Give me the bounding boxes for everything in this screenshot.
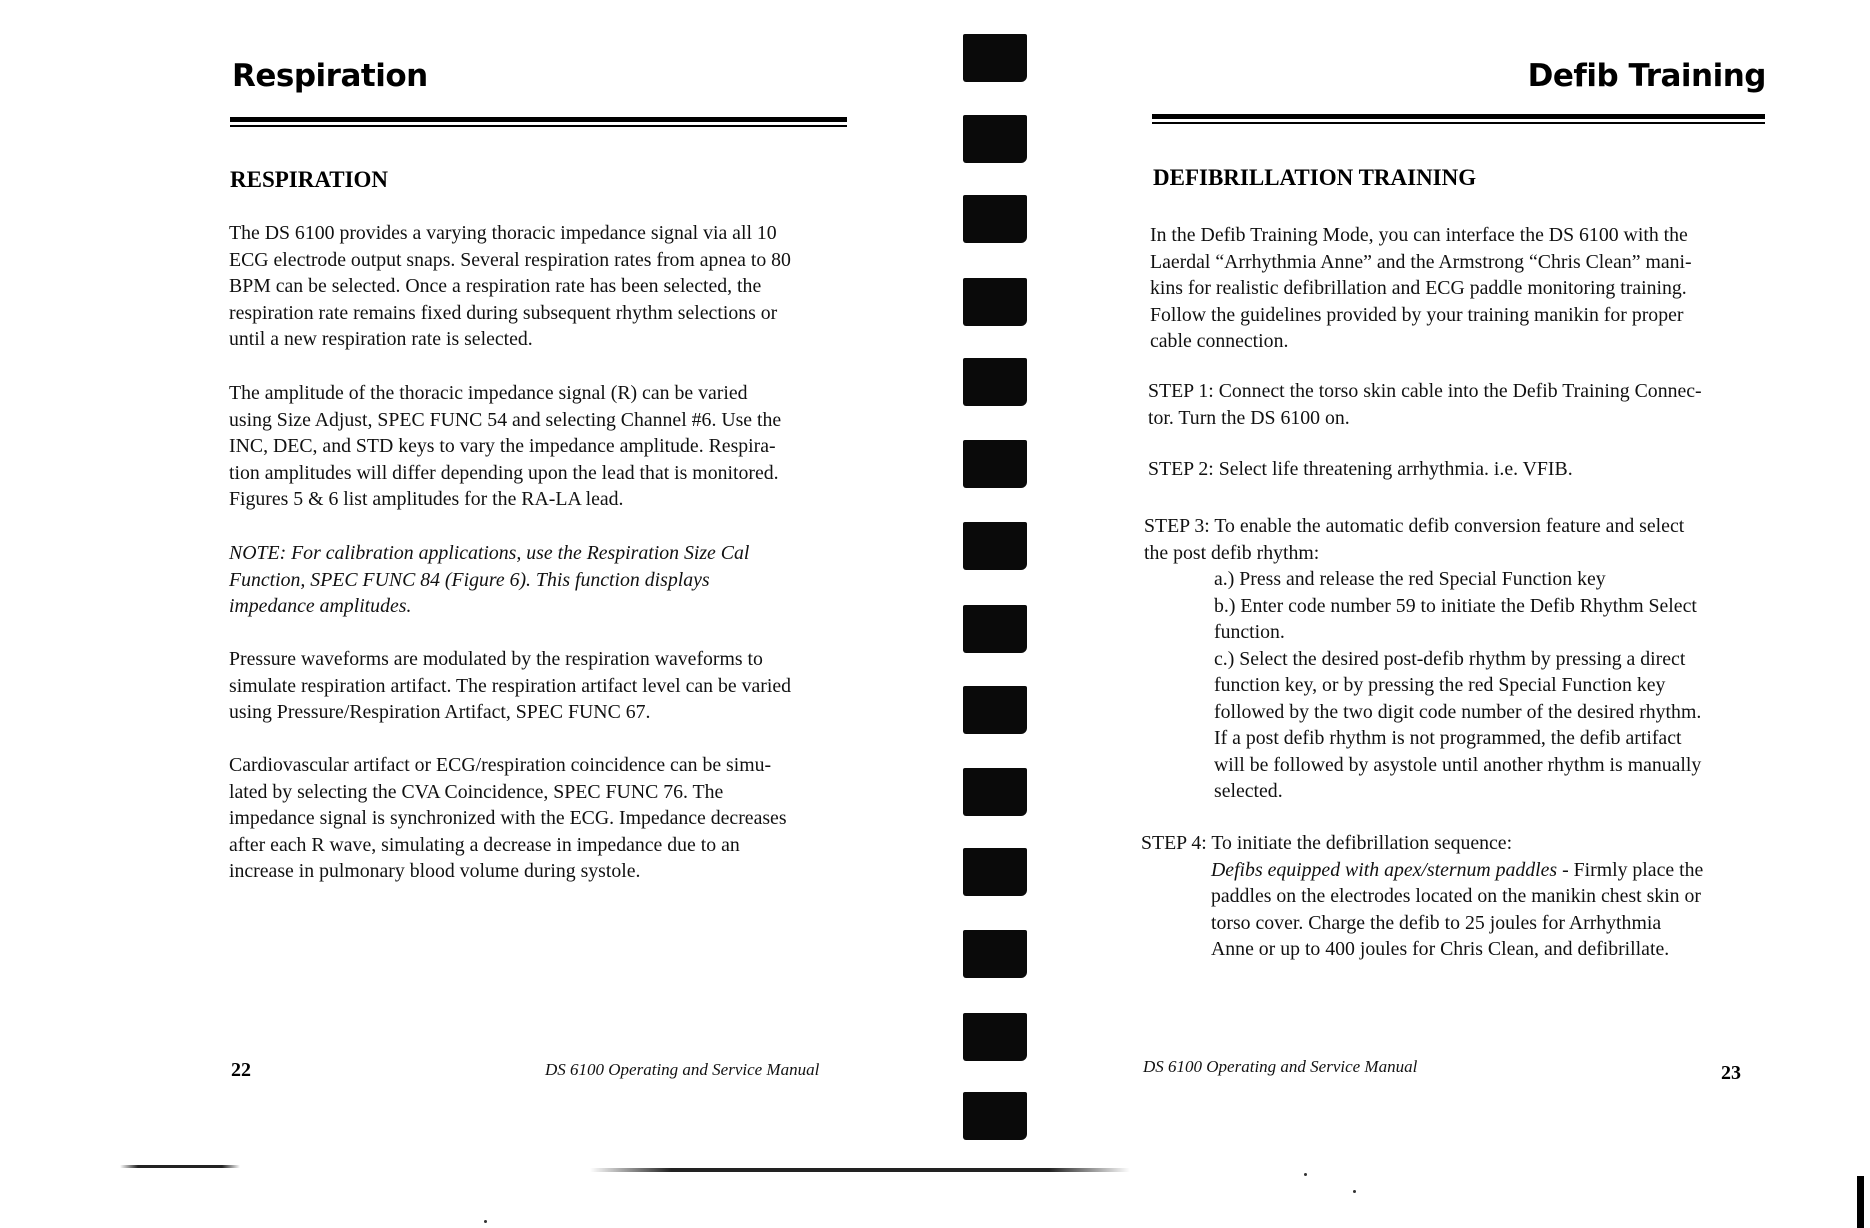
text-line: Follow the guidelines provided by your training manikin for proper <box>1150 303 1684 326</box>
spiral-binding <box>960 30 1030 1150</box>
text-line: torso cover. Charge the defib to 25 joules for Arrhythmia <box>1211 911 1662 934</box>
text-line <box>1141 857 1821 884</box>
text-line: Laerdal “Arrhythmia Anne” and the Armstrong “Chris Clean” mani- <box>1150 250 1692 273</box>
text-line: impedance amplitudes. <box>229 595 412 617</box>
text-line: simulate respiration artifact. The respiration artifact level can be varied <box>229 674 792 697</box>
text-line: STEP 4: To initiate the defibrillation sequence: <box>1141 832 1513 854</box>
binding-hole <box>963 768 1027 816</box>
page-header-title: Respiration <box>232 58 428 94</box>
page-number: 23 <box>1721 1062 1741 1084</box>
text-line: ECG electrode output snaps. Several respiration rates from apnea to 80 <box>229 248 791 271</box>
text-line: The amplitude of the thoracic impedance signal (R) can be varied <box>229 382 748 404</box>
paragraph-intro <box>1150 222 1790 355</box>
binding-hole <box>963 1013 1027 1061</box>
text-line: STEP 1: Connect the torso skin cable into the Defib Training Connec- <box>1148 380 1702 402</box>
text-line: selected. <box>1214 780 1283 802</box>
binding-hole <box>963 34 1027 82</box>
paragraph-cva-coincidence <box>229 752 869 885</box>
text-line: NOTE: For calibration applications, use the Respiration Size Cal <box>229 542 750 564</box>
step-3 <box>1144 513 1814 805</box>
binding-hole <box>963 686 1027 734</box>
text-line: function. <box>1214 621 1285 643</box>
text-line: paddles on the electrodes located on the manikin chest skin or <box>1211 885 1701 907</box>
text-line: increase in pulmonary blood volume during systole. <box>229 860 641 882</box>
step-1 <box>1148 378 1808 431</box>
text-line: If a post defib rhythm is not programmed, the defib artifact <box>1214 727 1682 749</box>
text-line: cable connection. <box>1150 330 1289 352</box>
text-line: tion amplitudes will differ depending upon the lead that is monitored. <box>229 461 779 484</box>
text-line: Anne or up to 400 joules for Chris Clean, and defibrillate. <box>1211 938 1670 960</box>
text-line: until a new respiration rate is selected. <box>229 328 533 350</box>
text-line: using Pressure/Respiration Artifact, SPEC FUNC 67. <box>229 701 651 723</box>
binding-hole <box>963 930 1027 978</box>
header-rule <box>230 117 847 122</box>
text-line: will be followed by asystole until another rhythm is manually <box>1214 753 1702 776</box>
paddle-type-label: Defibs equipped with apex/sternum paddles <box>1211 858 1558 881</box>
section-heading: DEFIBRILLATION TRAINING <box>1153 165 1477 190</box>
binding-hole <box>963 440 1027 488</box>
text-line: Pressure waveforms are modulated by the respiration waveforms to <box>229 648 763 670</box>
scan-speck <box>484 1220 487 1223</box>
scan-artifact <box>120 1165 240 1168</box>
text-line: respiration rate remains fixed during subsequent rhythm selections or <box>229 301 778 324</box>
binding-hole <box>963 522 1027 570</box>
page-header-title: Defib Training <box>1527 58 1766 94</box>
scan-artifact <box>590 1168 1130 1172</box>
text-line: after each R wave, simulating a decrease in impedance due to an <box>229 833 740 856</box>
text-line: The DS 6100 provides a varying thoracic impedance signal via all 10 <box>229 222 777 244</box>
text-line: function key, or by pressing the red Special Function key <box>1214 674 1666 696</box>
right-page <box>935 0 1870 1228</box>
footer-manual-title: DS 6100 Operating and Service Manual <box>1143 1057 1418 1076</box>
calibration-note <box>229 540 869 620</box>
text-line: kins for realistic defibrillation and ECG paddle monitoring training. <box>1150 277 1687 299</box>
text-line: the post defib rhythm: <box>1144 541 1320 564</box>
paragraph-amplitude <box>229 380 869 513</box>
binding-hole <box>963 278 1027 326</box>
scan-speck <box>1304 1173 1307 1176</box>
paragraph-pressure-artifact <box>229 646 869 726</box>
binding-hole <box>963 358 1027 406</box>
step-3-substep-b: b.) Enter code number 59 to initiate the Defib Rhythm Select <box>1214 594 1697 617</box>
section-heading: RESPIRATION <box>230 167 389 192</box>
step-4 <box>1141 830 1821 963</box>
text-line: followed by the two digit code number of the desired rhythm. <box>1214 700 1702 723</box>
text-line: lated by selecting the CVA Coincidence, SPEC FUNC 76. The <box>229 780 724 803</box>
text-fragment: - Firmly place the <box>1557 858 1704 881</box>
text-line: Function, SPEC FUNC 84 (Figure 6). This function displays <box>229 568 710 591</box>
footer-manual-title: DS 6100 Operating and Service Manual <box>545 1060 820 1079</box>
text-line: Figures 5 & 6 list amplitudes for the RA-LA lead. <box>229 488 624 510</box>
binding-hole <box>963 848 1027 896</box>
page-number: 22 <box>231 1059 251 1081</box>
text-line: BPM can be selected. Once a respiration rate has been selected, the <box>229 275 762 297</box>
paragraph-respiration-rates <box>229 220 869 353</box>
scan-edge-mark <box>1857 1176 1864 1228</box>
text-line: STEP 3: To enable the automatic defib conversion feature and select <box>1144 515 1685 537</box>
step-3-substep-a: a.) Press and release the red Special Function key <box>1214 568 1606 590</box>
binding-hole <box>963 1092 1027 1140</box>
scan-speck <box>1353 1190 1356 1193</box>
step-2: STEP 2: Select life threatening arrhythmia. i.e. VFIB. <box>1148 458 1573 480</box>
text-line: using Size Adjust, SPEC FUNC 54 and selecting Channel #6. Use the <box>229 408 782 431</box>
binding-hole <box>963 195 1027 243</box>
binding-hole <box>963 605 1027 653</box>
step-3-substep-c: c.) Select the desired post-defib rhythm by pressing a direct <box>1214 647 1686 670</box>
binding-hole <box>963 115 1027 163</box>
text-line: impedance signal is synchronized with the ECG. Impedance decreases <box>229 807 787 829</box>
text-line: tor. Turn the DS 6100 on. <box>1148 406 1350 429</box>
text-line: INC, DEC, and STD keys to vary the impedance amplitude. Respira- <box>229 435 776 457</box>
text-line: In the Defib Training Mode, you can interface the DS 6100 with the <box>1150 224 1688 246</box>
header-rule <box>1152 114 1765 119</box>
text-line: Cardiovascular artifact or ECG/respiration coincidence can be simu- <box>229 754 772 776</box>
